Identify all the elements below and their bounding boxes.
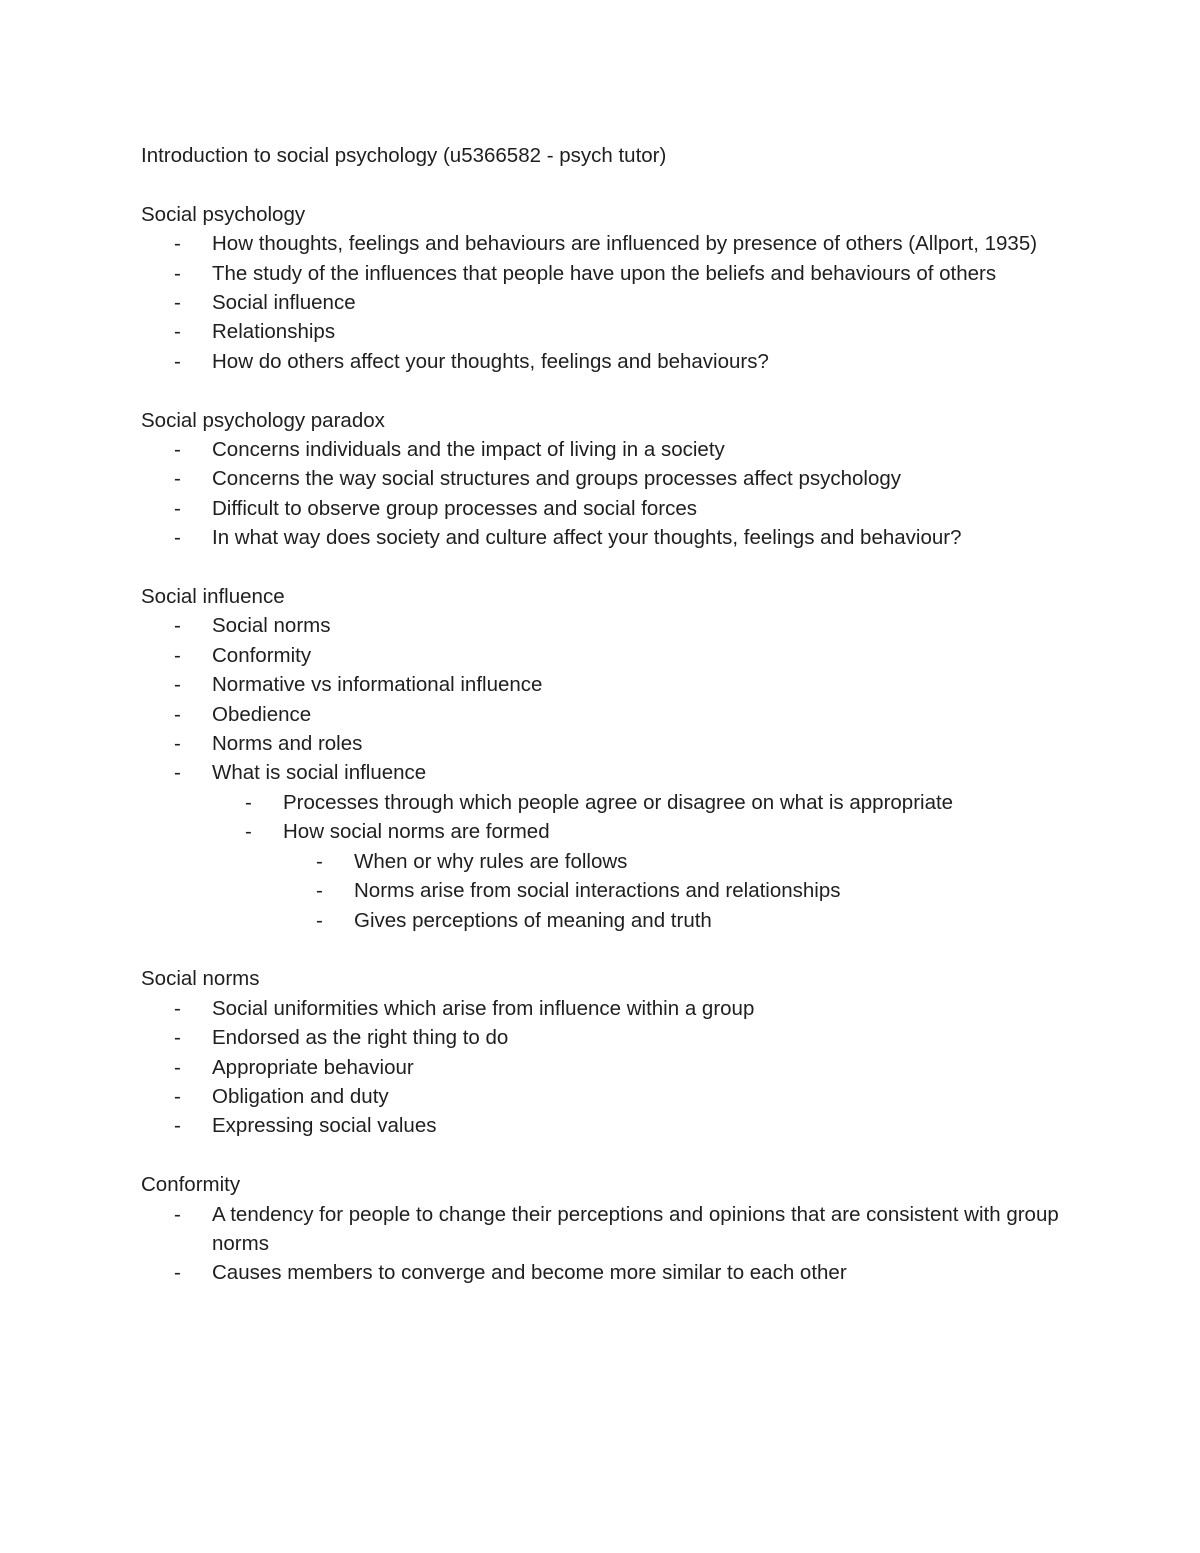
section [141, 582, 1061, 935]
list-item [141, 611, 1061, 640]
list-item-text: Causes members to converge and become more similar to each other [212, 1261, 847, 1285]
list-item-text: How thoughts, feelings and behaviours are influenced by presence of others (Allport, 1935) [212, 232, 1038, 256]
section [141, 406, 1061, 553]
list-item [212, 788, 1061, 817]
list-item [141, 347, 1061, 376]
list-item-text: Obligation and duty [212, 1084, 389, 1108]
dash-bullet-icon: - [174, 496, 181, 520]
dash-bullet-icon: - [174, 673, 181, 697]
dash-bullet-icon: - [174, 467, 181, 491]
section-heading: Social psychology [141, 202, 306, 226]
list-item [141, 288, 1061, 317]
dash-bullet-icon: - [174, 1202, 181, 1226]
document-title: Introduction to social psychology (u5366582 - psych tutor) [141, 144, 667, 167]
dash-bullet-icon: - [316, 879, 323, 903]
bullet-list-level-3 [283, 847, 1061, 935]
list-item-text: The study of the influences that people have upon the beliefs and behaviours of others [212, 261, 997, 285]
list-item [141, 435, 1061, 464]
list-item-text: Concerns the way social structures and groups processes affect psychology [212, 467, 902, 491]
section-heading: Social norms [141, 967, 260, 991]
section-heading: Social influence [141, 585, 285, 609]
document-page [141, 141, 1061, 1317]
list-item [141, 700, 1061, 729]
list-item-text: A tendency for people to change their perceptions and opinions that are consistent with group norms [212, 1202, 1059, 1255]
list-item-text: Social norms [212, 614, 331, 638]
list-item [283, 906, 1061, 935]
list-item-text: What is social influence [212, 761, 427, 785]
list-item-text: How do others affect your thoughts, feelings and behaviours? [212, 349, 769, 373]
list-item-text: Relationships [212, 320, 336, 344]
dash-bullet-icon: - [174, 1114, 181, 1138]
list-item [212, 817, 1061, 935]
list-item-text: Social uniformities which arise from influence within a group [212, 996, 755, 1020]
bullet-list-level-1 [141, 994, 1061, 1141]
list-item [141, 1023, 1061, 1052]
list-item [141, 670, 1061, 699]
list-item [141, 464, 1061, 493]
list-item-text: Normative vs informational influence [212, 673, 543, 697]
dash-bullet-icon: - [174, 291, 181, 315]
list-item-text: How social norms are formed [283, 820, 550, 844]
dash-bullet-icon: - [174, 1026, 181, 1050]
dash-bullet-icon: - [174, 232, 181, 256]
dash-bullet-icon: - [174, 996, 181, 1020]
section [141, 1170, 1061, 1288]
dash-bullet-icon: - [174, 732, 181, 756]
section [141, 200, 1061, 376]
list-item-text: Difficult to observe group processes and social forces [212, 496, 698, 520]
list-item [141, 1082, 1061, 1111]
dash-bullet-icon: - [174, 526, 181, 550]
list-item-text: Conformity [212, 643, 312, 667]
list-item-text: Appropriate behaviour [212, 1055, 414, 1079]
list-item [141, 229, 1061, 258]
list-item [141, 1053, 1061, 1082]
list-item-text: Processes through which people agree or disagree on what is appropriate [283, 790, 954, 814]
list-item-text: Endorsed as the right thing to do [212, 1026, 509, 1050]
list-item [141, 317, 1061, 346]
dash-bullet-icon: - [245, 820, 252, 844]
dash-bullet-icon: - [174, 438, 181, 462]
dash-bullet-icon: - [245, 790, 252, 814]
bullet-list-level-1 [141, 229, 1061, 376]
list-item [141, 729, 1061, 758]
list-item-text: Concerns individuals and the impact of living in a society [212, 438, 725, 462]
dash-bullet-icon: - [316, 908, 323, 932]
list-item [141, 641, 1061, 670]
dash-bullet-icon: - [174, 1261, 181, 1285]
list-item [141, 1200, 1061, 1259]
list-item-text: Norms arise from social interactions and relationships [354, 879, 841, 903]
list-item-text: In what way does society and culture affect your thoughts, feelings and behaviour? [212, 526, 962, 550]
document-body [141, 200, 1061, 1288]
bullet-list-level-1 [141, 611, 1061, 934]
dash-bullet-icon: - [174, 349, 181, 373]
list-item [141, 1111, 1061, 1140]
list-item-text: Obedience [212, 702, 312, 726]
dash-bullet-icon: - [174, 261, 181, 285]
bullet-list-level-2 [212, 788, 1061, 935]
list-item [141, 494, 1061, 523]
section-heading: Social psychology paradox [141, 408, 385, 432]
list-item [283, 847, 1061, 876]
list-item-text: Gives perceptions of meaning and truth [354, 908, 712, 932]
list-item [141, 1258, 1061, 1287]
list-item [283, 876, 1061, 905]
list-item-text: Social influence [212, 291, 356, 315]
list-item-text: When or why rules are follows [354, 849, 628, 873]
dash-bullet-icon: - [174, 1055, 181, 1079]
list-item [141, 994, 1061, 1023]
list-item [141, 758, 1061, 934]
dash-bullet-icon: - [174, 320, 181, 344]
dash-bullet-icon: - [174, 614, 181, 638]
section-heading: Conformity [141, 1173, 241, 1197]
bullet-list-level-1 [141, 1200, 1061, 1288]
dash-bullet-icon: - [174, 702, 181, 726]
list-item-text: Expressing social values [212, 1114, 437, 1138]
dash-bullet-icon: - [316, 849, 323, 873]
section [141, 964, 1061, 1140]
bullet-list-level-1 [141, 435, 1061, 553]
dash-bullet-icon: - [174, 1084, 181, 1108]
list-item-text: Norms and roles [212, 732, 363, 756]
list-item [141, 523, 1061, 552]
dash-bullet-icon: - [174, 643, 181, 667]
dash-bullet-icon: - [174, 761, 181, 785]
list-item [141, 259, 1061, 288]
